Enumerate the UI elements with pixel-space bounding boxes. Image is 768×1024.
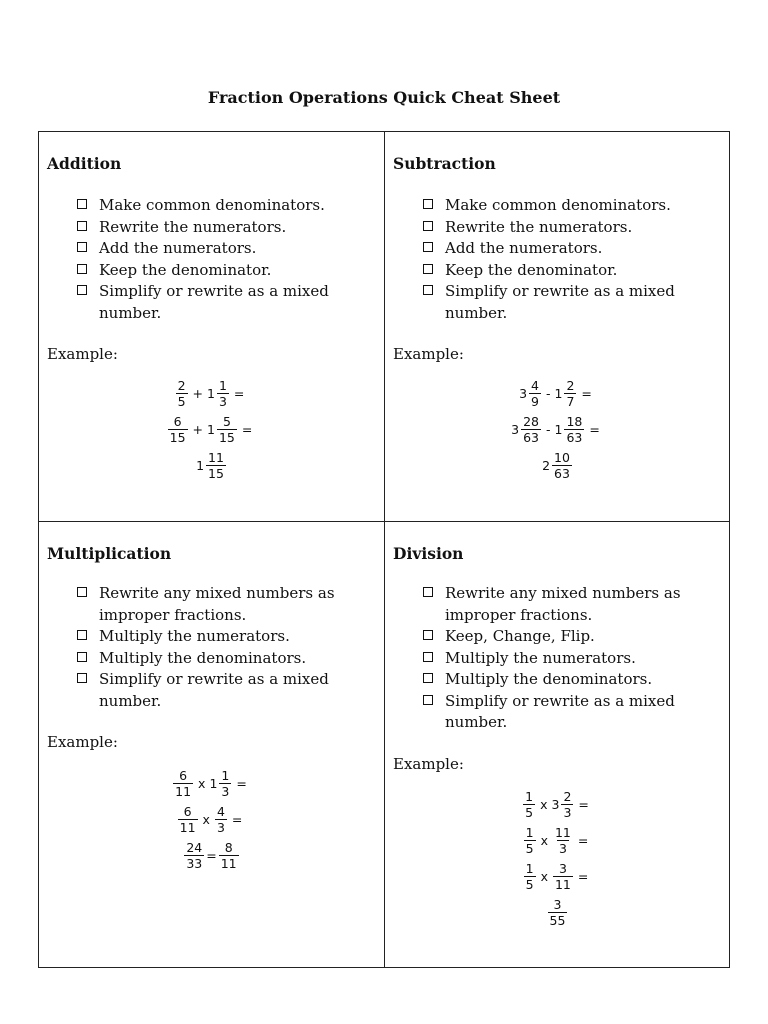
row-divider <box>39 521 729 522</box>
list-item <box>421 217 722 239</box>
fraction: $\frac{2}{7}$ <box>566 377 575 409</box>
addition-steps <box>47 195 376 324</box>
fraction: $\frac{6}{15}$ <box>169 413 186 445</box>
example-result: $\frac{24}{33}$ = $\frac{8}{11}$ <box>186 839 237 871</box>
division-section <box>385 544 730 931</box>
example-line: $\frac{6}{15}$ + 1 $\frac{5}{15}$ = <box>169 413 253 445</box>
multiplication-steps <box>47 583 376 712</box>
fraction: $\frac{2}{5}$ <box>177 377 186 409</box>
checkbox-icon[interactable] <box>423 199 433 209</box>
step-text: Keep, Change, Flip. <box>445 627 595 645</box>
fraction: $\frac{2}{3}$ <box>563 789 572 820</box>
multiplication-section <box>39 544 384 873</box>
checkbox-icon[interactable] <box>77 587 87 597</box>
list-item <box>75 217 376 239</box>
checkbox-icon[interactable] <box>77 242 87 252</box>
list-item <box>75 626 376 648</box>
fraction: $\frac{24}{33}$ <box>186 839 203 871</box>
fraction: $\frac{1}{3}$ <box>221 767 230 799</box>
subtraction-section <box>385 154 730 483</box>
subtraction-example <box>385 375 730 483</box>
subtraction-heading: Subtraction <box>393 154 496 173</box>
example-line: $\frac{6}{11}$ x 1 $\frac{1}{3}$ = <box>175 767 247 799</box>
list-item <box>421 691 722 734</box>
list-item <box>75 281 376 324</box>
checkbox-icon[interactable] <box>423 652 433 662</box>
step-text: Add the numerators. <box>445 239 603 257</box>
subtraction-example-label: Example: <box>393 345 464 363</box>
division-example-label: Example: <box>393 754 464 773</box>
fraction: $\frac{6}{11}$ <box>179 803 196 835</box>
fraction: $\frac{28}{63}$ <box>523 413 539 445</box>
fraction: $\frac{3}{55}$ <box>549 897 566 928</box>
checkbox-icon[interactable] <box>423 285 433 295</box>
step-text: Simplify or rewrite as a mixed number. <box>99 282 329 322</box>
step-text: Multiply the numerators. <box>445 648 636 667</box>
step-text: Simplify or rewrite as a mixed number. <box>99 670 329 710</box>
checkbox-icon[interactable] <box>423 264 433 274</box>
fraction: $\frac{1}{5}$ <box>525 861 534 892</box>
list-item <box>75 195 376 217</box>
multiplication-example <box>39 765 384 873</box>
list-item <box>75 648 376 670</box>
subtraction-steps <box>393 195 722 324</box>
example-line: $\frac{2}{5}$ + 1 $\frac{1}{3}$ = <box>177 377 245 409</box>
example-result <box>385 895 730 931</box>
fraction: $\frac{10}{63}$ <box>554 449 570 481</box>
list-item <box>75 583 376 626</box>
step-text: Keep the denominator. <box>445 260 618 279</box>
fraction: $\frac{5}{15}$ <box>218 413 235 445</box>
checkbox-icon[interactable] <box>77 673 87 683</box>
example-line: 3 $\frac{28}{63}$ - 1 $\frac{18}{63}$ = <box>511 413 600 445</box>
example-line: $\frac{1}{5}$ x 3 $\frac{2}{3}$ = <box>525 789 589 820</box>
checkbox-icon[interactable] <box>77 285 87 295</box>
step-text: Simplify or rewrite as a mixed number. <box>445 691 675 731</box>
example-line: $\frac{1}{5}$ x $\frac{3}{11}$ = <box>525 861 589 892</box>
checkbox-icon[interactable] <box>423 630 433 640</box>
example-result: 2 $\frac{10}{63}$ <box>542 449 570 481</box>
list-item <box>421 195 722 217</box>
list-item <box>421 583 722 626</box>
fraction: $\frac{3}{11}$ <box>554 861 571 892</box>
multiplication-heading: Multiplication <box>47 544 172 563</box>
example-line: 3 $\frac{4}{9}$ - 1 $\frac{2}{7}$ = <box>519 377 592 409</box>
step-text: Multiply the denominators. <box>99 648 307 667</box>
example-line: $\frac{1}{5}$ x $\frac{11}{3}$ = <box>525 825 589 856</box>
step-text: Keep the denominator. <box>99 260 272 279</box>
checkbox-icon[interactable] <box>77 630 87 640</box>
fraction: $\frac{4}{3}$ <box>216 803 225 835</box>
addition-example <box>39 375 384 483</box>
list-item <box>421 669 722 691</box>
checkbox-icon[interactable] <box>77 652 87 662</box>
addition-heading: Addition <box>47 154 122 173</box>
fraction: $\frac{11}{15}$ <box>208 449 224 481</box>
list-item <box>421 260 722 282</box>
division-heading: Division <box>393 544 464 563</box>
page-title: Fraction Operations Quick Cheat Sheet <box>207 88 561 107</box>
checkbox-icon[interactable] <box>77 199 87 209</box>
checkbox-icon[interactable] <box>423 587 433 597</box>
list-item <box>75 669 376 712</box>
step-text: Multiply the numerators. <box>99 627 290 645</box>
cheat-sheet-grid <box>38 131 730 968</box>
fraction: $\frac{8}{11}$ <box>220 839 237 871</box>
step-text: Simplify or rewrite as a mixed number. <box>445 282 675 322</box>
step-text: Rewrite any mixed numbers as improper fractions. <box>445 584 681 624</box>
step-text: Add the numerators. <box>99 239 257 257</box>
checkbox-icon[interactable] <box>77 264 87 274</box>
list-item <box>421 626 722 648</box>
step-text: Multiply the denominators. <box>445 670 653 688</box>
example-result: 1 $\frac{11}{15}$ <box>196 449 224 481</box>
checkbox-icon[interactable] <box>423 695 433 705</box>
division-example <box>385 787 730 931</box>
step-text: Rewrite the numerators. <box>99 217 287 236</box>
example-line: $\frac{6}{11}$ x $\frac{4}{3}$ = <box>179 803 243 835</box>
step-text: Make common denominators. <box>99 196 325 214</box>
fraction: $\frac{1}{3}$ <box>218 377 227 409</box>
addition-example-label: Example: <box>47 345 118 363</box>
fraction: $\frac{6}{11}$ <box>175 767 192 799</box>
multiplication-example-label: Example: <box>47 733 118 751</box>
fraction: $\frac{11}{3}$ <box>554 825 571 856</box>
list-item <box>421 648 722 670</box>
checkbox-icon[interactable] <box>423 221 433 231</box>
step-text: Rewrite any mixed numbers as improper fractions. <box>99 584 335 624</box>
addition-section <box>39 154 384 483</box>
list-item <box>421 238 722 260</box>
step-text: Make common denominators. <box>445 196 671 214</box>
step-text: Rewrite the numerators. <box>445 217 633 236</box>
fraction: $\frac{1}{5}$ <box>525 789 534 820</box>
list-item <box>421 281 722 324</box>
division-steps <box>393 583 722 734</box>
checkbox-icon[interactable] <box>77 221 87 231</box>
list-item <box>75 238 376 260</box>
list-item <box>75 260 376 282</box>
checkbox-icon[interactable] <box>423 673 433 683</box>
fraction: $\frac{18}{63}$ <box>566 413 583 445</box>
fraction: $\frac{4}{9}$ <box>531 377 539 409</box>
fraction: $\frac{1}{5}$ <box>525 825 534 856</box>
checkbox-icon[interactable] <box>423 242 433 252</box>
